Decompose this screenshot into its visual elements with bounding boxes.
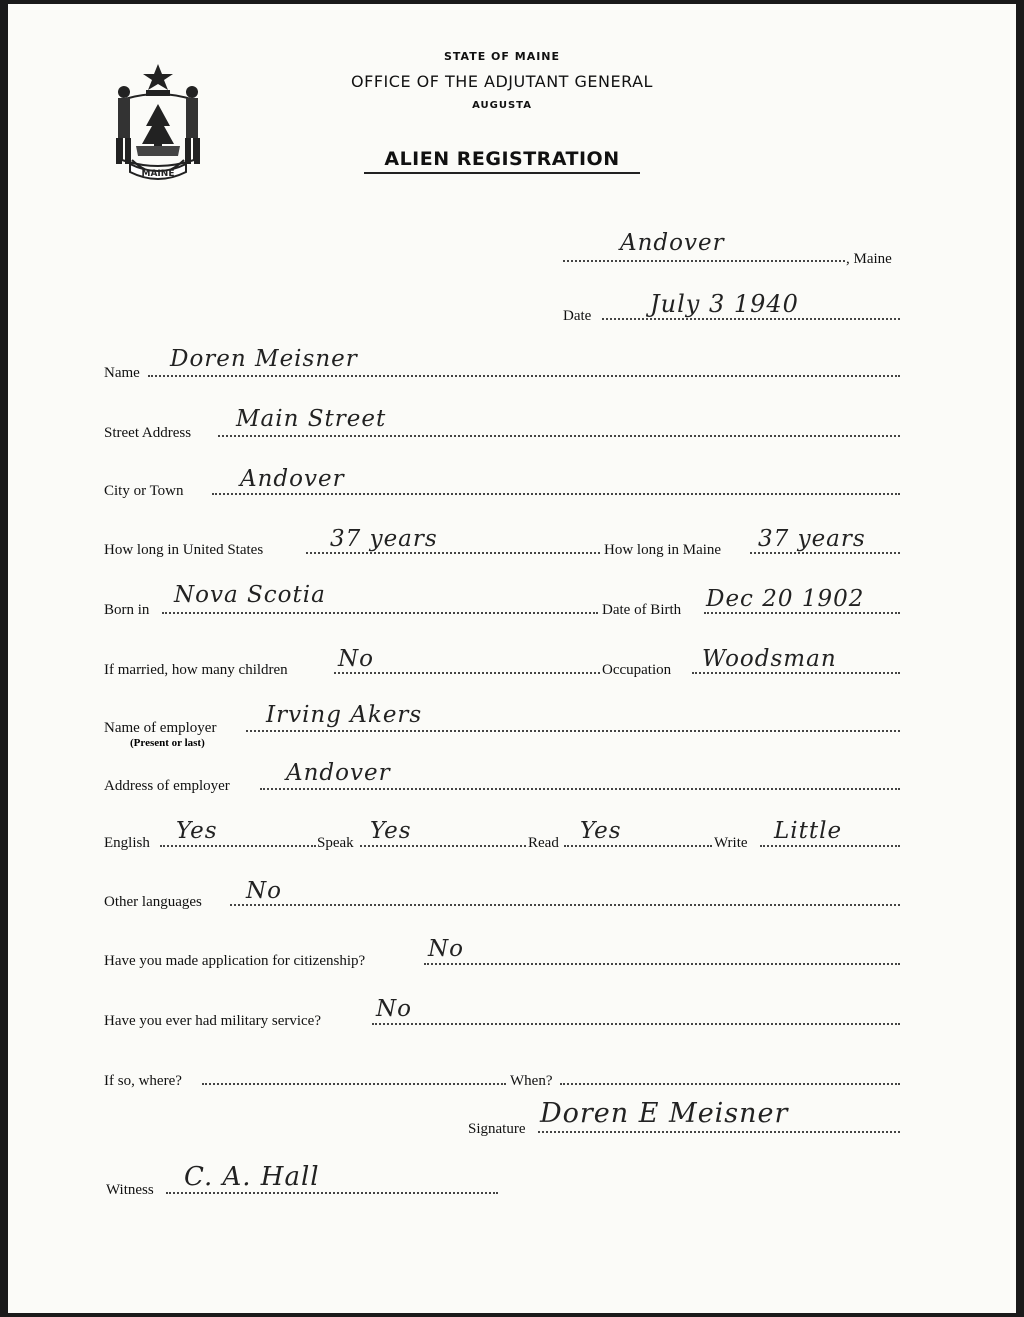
how-long-maine-value: 37 years (758, 526, 866, 552)
street-address-label: Street Address (104, 425, 192, 441)
english-value: Yes (176, 818, 218, 844)
citizenship-value: No (428, 936, 464, 962)
town-line (563, 260, 845, 262)
write-line (760, 845, 900, 847)
speak-label: Speak (317, 835, 354, 851)
header-state: STATE OF MAINE (443, 50, 561, 63)
born-in-value: Nova Scotia (174, 582, 326, 608)
street-address-line (218, 435, 900, 437)
how-long-maine-label: How long in Maine (604, 542, 722, 558)
city-or-town-line (212, 493, 900, 495)
street-address-value: Main Street (236, 406, 387, 432)
date-value: July 3 1940 (650, 290, 799, 318)
read-value: Yes (580, 818, 622, 844)
employer-address-line (260, 788, 900, 790)
other-languages-line (230, 904, 900, 906)
header-office: OFFICE OF THE ADJUTANT GENERAL (351, 72, 653, 91)
date-label: Date (563, 308, 592, 324)
how-long-maine-line (750, 552, 900, 554)
military-label: Have you ever had military service? (104, 1013, 321, 1029)
city-or-town-value: Andover (240, 466, 345, 492)
children-value: No (338, 646, 374, 672)
signature-value: Doren E Meisner (540, 1098, 789, 1129)
city-or-town-label: City or Town (104, 483, 184, 499)
speak-value: Yes (370, 818, 412, 844)
english-label: English (104, 835, 150, 851)
date-of-birth-label: Date of Birth (602, 602, 682, 618)
signature-line (538, 1131, 900, 1133)
employer-label: Name of employer (104, 720, 217, 736)
speak-line (360, 845, 526, 847)
maine-state-seal-icon (102, 60, 214, 190)
other-languages-value: No (246, 878, 282, 904)
when-label: When? (510, 1073, 553, 1089)
signature-label: Signature (468, 1121, 526, 1137)
born-in-line (162, 612, 598, 614)
occupation-line (692, 672, 900, 674)
children-label: If married, how many children (104, 662, 288, 678)
town-value: Andover (620, 230, 725, 256)
date-line (602, 318, 900, 320)
born-in-label: Born in (104, 602, 150, 618)
if-so-where-label: If so, where? (104, 1073, 182, 1089)
maine-suffix: , Maine (846, 251, 892, 267)
how-long-us-line (306, 552, 600, 554)
employer-line (246, 730, 900, 732)
occupation-label: Occupation (602, 662, 672, 678)
witness-line (166, 1192, 498, 1194)
read-label: Read (528, 835, 559, 851)
header-city: AUGUSTA (472, 100, 532, 111)
employer-address-value: Andover (286, 760, 391, 786)
employer-address-label: Address of employer (104, 778, 230, 794)
name-value: Doren Meisner (170, 346, 358, 372)
registration-form-page (8, 4, 1016, 1313)
how-long-us-label: How long in United States (104, 542, 264, 558)
other-languages-label: Other languages (104, 894, 202, 910)
witness-value: C. A. Hall (184, 1162, 320, 1192)
svg-text:MAINE: MAINE (141, 169, 175, 179)
citizenship-line (424, 963, 900, 965)
write-value: Little (774, 818, 843, 844)
employer-note: (Present or last) (130, 737, 205, 749)
military-value: No (376, 996, 412, 1022)
witness-label: Witness (106, 1182, 154, 1198)
how-long-us-value: 37 years (330, 526, 438, 552)
read-line (564, 845, 712, 847)
date-of-birth-line (704, 612, 900, 614)
name-line (148, 375, 900, 377)
title-underline (364, 172, 640, 174)
english-line (160, 845, 316, 847)
occupation-value: Woodsman (702, 646, 837, 672)
name-label: Name (104, 365, 140, 381)
when-line (560, 1083, 900, 1085)
children-line (334, 672, 600, 674)
write-label: Write (714, 835, 748, 851)
date-of-birth-value: Dec 20 1902 (706, 586, 865, 612)
if-so-where-line (202, 1083, 506, 1085)
citizenship-label: Have you made application for citizenship? (104, 953, 366, 969)
employer-value: Irving Akers (266, 702, 423, 728)
form-title: ALIEN REGISTRATION (384, 148, 620, 170)
military-line (372, 1023, 900, 1025)
